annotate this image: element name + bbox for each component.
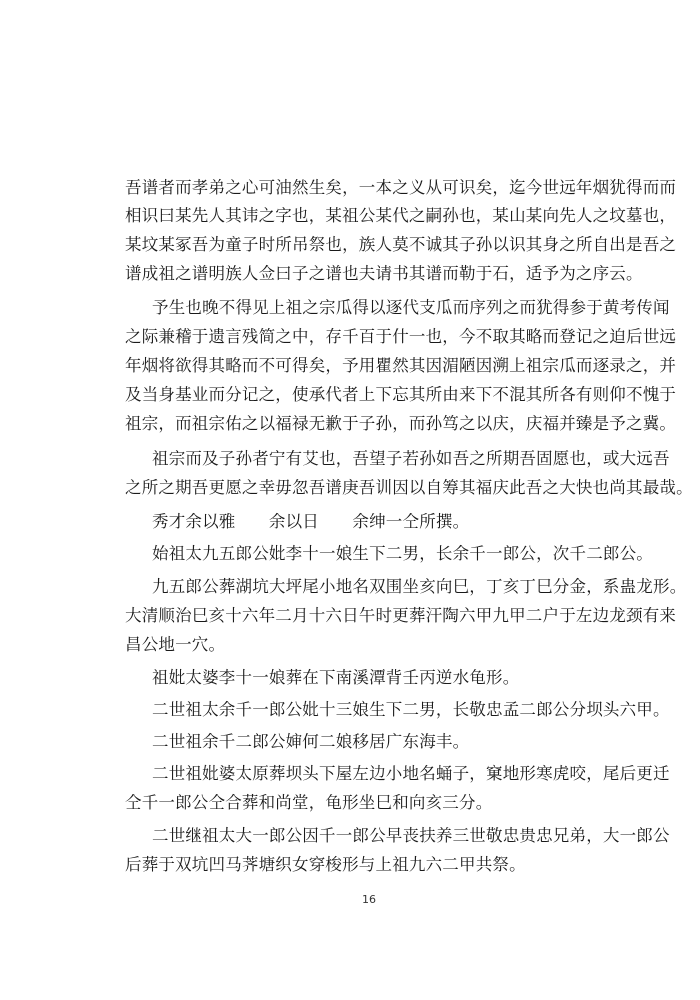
text-line: 昌公地一穴。 [125, 635, 226, 654]
text-line: 祖宗，而祖宗佑之以福禄无歉于子孙，而孙笃之以庆，庆福并臻是予之冀。 [125, 414, 677, 433]
text-line: 及当身基业而分记之，使承代者上下忘其所由来下不混其所各有则仰不愧于 [125, 385, 677, 404]
text-line: 年烟将欲得其略而不可得矣，予用瞿然其因湄陋因溯上祖宗瓜而逐录之，并 [125, 356, 677, 375]
text-line: 吾谱者而孝弟之心可油然生矣，一本之义从可识矣，迄今世远年烟犹得而而 [125, 178, 677, 197]
text-line: 二世祖妣婆太原葬坝头下屋左边小地名蛹子，窠地形寒虎咬，尾后更迁 [152, 764, 670, 783]
text-line: 之际兼稽于遗言残简之中，存千百于什一也，今不取其略而登记之迫后世远 [125, 327, 677, 346]
page-number: 16 [362, 893, 376, 906]
text-line: 二世祖太余千一郎公妣十三娘生下二男，长敬忠孟二郎公分坝头六甲。 [152, 700, 670, 719]
text-line: 相识曰某先人其讳之字也，某祖公某代之嗣孙也，某山某向先人之坟墓也， [125, 206, 677, 225]
text-line: 始祖太九五郎公妣李十一娘生下二男，长余千一郎公，次千二郎公。 [152, 544, 653, 563]
text-line: 祖宗而及子孙者宁有艾也，吾望子若孙如吾之所期吾固愿也，或大远吾 [152, 449, 670, 468]
text-line: 大清顺治巳亥十六年二月十六日午时更葬汗陶六甲九甲二户于左边龙颈有来 [125, 606, 677, 625]
text-line: 二世继祖太大一郎公因千一郎公早丧扶养三世敬忠贵忠兄弟，大一郎公 [152, 826, 670, 845]
text-line: 之所之期吾更愿之幸毋忽吾谱庚吾训因以自筹其福庆此吾之大快也尚其最哉。 [125, 478, 693, 497]
text-line: 谱成祖之谱明族人佥曰子之谱也夫请书其谱而勒于石，适予为之序云。 [125, 264, 643, 283]
text-line: 祖妣太婆李十一娘葬在下南溪潭背壬丙逆水龟形。 [152, 668, 520, 687]
text-line: 予生也晚不得见上祖之宗瓜得以逐代支瓜而序列之而犹得参于黄考传闻 [152, 298, 670, 317]
text-line: 九五郎公葬湖坑大坪尾小地名双围坐亥向巳，丁亥丁巳分金，系蛊龙形。 [152, 577, 687, 596]
text-line: 二世祖余千二郎公婶何二娘移居广东海丰。 [152, 732, 470, 751]
text-line: 后葬于双坑凹马荠塘织女穿梭形与上祖九六二甲共祭。 [125, 855, 526, 874]
text-line: 某坟某冢吾为童子时所吊祭也，族人莫不诚其子孙以识其身之所自出是吾之 [125, 235, 677, 254]
text-line: 秀才余以雅 余以日 余绅一仝所撰。 [152, 512, 470, 531]
text-line: 仝千一郎公仝合葬和尚堂，龟形坐巳和向亥三分。 [125, 793, 493, 812]
